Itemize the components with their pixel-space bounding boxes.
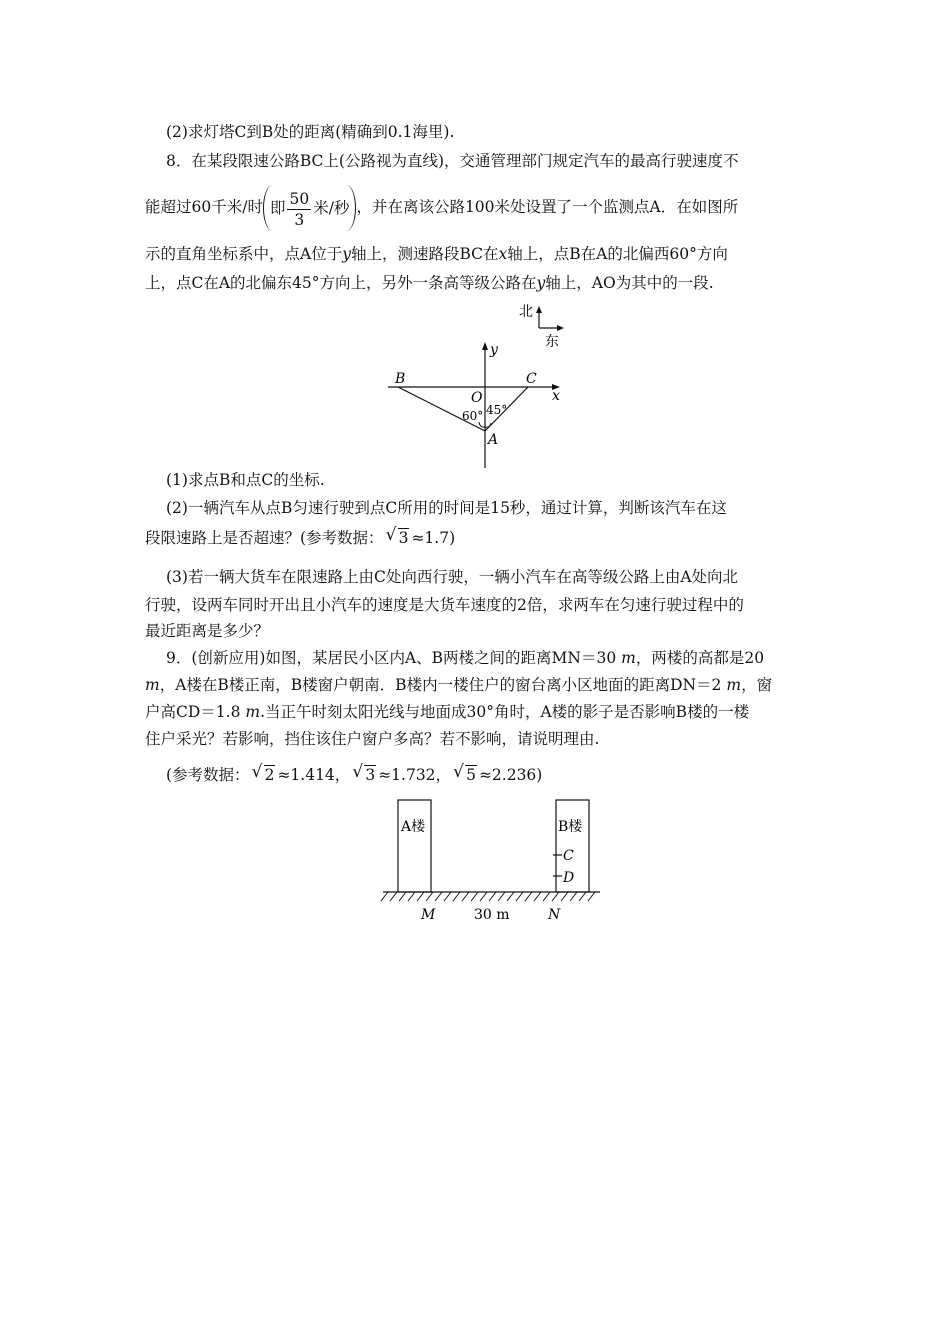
building-b-label: B楼 xyxy=(558,819,583,835)
q9-line4: 住户采光？若影响，挡住该住户窗户多高？若不影响，请说明理由. xyxy=(145,730,600,748)
point-c-label: C xyxy=(563,848,574,864)
q8-part2-line1: (2)一辆汽车从点B匀速行驶到点C所用的时间是15秒，通过计算，判断该汽车在这 xyxy=(166,499,727,517)
hatch-stroke xyxy=(498,892,505,901)
hatch-stroke xyxy=(561,892,568,901)
hatch-stroke xyxy=(471,892,478,901)
compass-east-label: 东 xyxy=(545,334,559,350)
sqrt-3: √ 3 xyxy=(385,525,409,547)
angle-45-label: 45° xyxy=(486,403,508,417)
point-o-label: O xyxy=(471,390,483,406)
building-a xyxy=(398,800,431,892)
compass-east-arrowhead xyxy=(557,325,564,331)
hatch-stroke xyxy=(435,892,442,901)
sqrt-2: √ 2 xyxy=(251,762,275,784)
q8-line1: 8．在某段限速公路BC上(公路视为直线)，交通管理部门规定汽车的最高行驶速度不 xyxy=(166,152,739,170)
hatch-stroke xyxy=(408,892,415,901)
hatch-stroke xyxy=(444,892,451,901)
speed-parenthesis: 即 $\frac{50}{3}$ 米/秒 xyxy=(263,185,356,231)
point-d-label: D xyxy=(563,870,575,886)
sqrt-3-ref: √ 3 xyxy=(352,762,376,784)
building-a-label: A楼 xyxy=(401,819,426,835)
hatch-stroke xyxy=(579,892,586,901)
hatch-stroke xyxy=(570,892,577,901)
hatch-stroke xyxy=(462,892,469,901)
hatch-stroke xyxy=(534,892,541,901)
hatch-stroke xyxy=(588,892,595,901)
hatch-stroke xyxy=(516,892,523,901)
point-c-label: C xyxy=(526,371,537,387)
compass-north-label: 北 xyxy=(519,304,533,320)
point-a-label: A xyxy=(488,432,499,448)
y-axis-arrowhead xyxy=(482,342,488,350)
hatch-stroke xyxy=(381,892,388,901)
x-axis-label: x xyxy=(552,388,560,404)
y-axis-label: y xyxy=(490,342,498,358)
q9-line3: 户高CD＝1.8 m.当正午时刻太阳光线与地面成30°角时，A楼的影子是否影响B楼的一楼 xyxy=(145,703,750,721)
hatch-stroke xyxy=(543,892,550,901)
q8-part2-line2: 段限速路上是否超速？(参考数据： √ 3 ≈1.7) xyxy=(145,525,456,547)
point-n-label: N xyxy=(548,907,561,923)
speed-fraction: $\frac{50}{3}$ xyxy=(289,189,310,229)
q8-line4: 上，点C在A的北偏东45°方向上，另外一条高等级公路在y轴上，AO为其中的一段. xyxy=(145,274,714,292)
hatch-stroke xyxy=(417,892,424,901)
q7-part2: (2)求灯塔C到B处的距离(精确到0.1海里). xyxy=(166,123,455,141)
hatch-stroke xyxy=(480,892,487,901)
q9-buildings-figure xyxy=(378,795,608,930)
hatch-stroke xyxy=(525,892,532,901)
q9-line2: m，A楼在B楼正南，B楼窗户朝南．B楼内一楼住户的窗台离小区地面的距离DN＝2 m，窗 xyxy=(145,676,773,694)
distance-label: 30 m xyxy=(474,907,510,923)
q8-line2: 能超过60千米/时 即 $\frac{50}{3}$ 米/秒 ，并在离该公路100米处设置了一个监测点A．在如图所 xyxy=(145,182,810,232)
q9-reference: (参考数据： √ 2 ≈1.414， √ 3 ≈1.732， √ 5 ≈2.236) xyxy=(166,762,543,784)
hatch-stroke xyxy=(552,892,559,901)
q8-part3-line3: 最近距离是多少？ xyxy=(145,622,270,640)
q8-line3: 示的直角坐标系中，点A位于y轴上，测速路段BC在x轴上，点B在A的北偏西60°方向 xyxy=(145,245,728,263)
ground-hatching xyxy=(381,892,595,901)
q8-coordinate-figure xyxy=(380,296,580,471)
hatch-stroke xyxy=(390,892,397,901)
point-b-label: B xyxy=(395,371,406,387)
hatch-stroke xyxy=(399,892,406,901)
hatch-stroke xyxy=(426,892,433,901)
hatch-stroke xyxy=(507,892,514,901)
q8-part1: (1)求点B和点C的坐标. xyxy=(166,471,325,489)
compass-north-arrowhead xyxy=(536,306,542,313)
angle-60-label: 60° xyxy=(462,409,484,423)
hatch-stroke xyxy=(453,892,460,901)
q9-line1: 9．(创新应用)如图，某居民小区内A、B两楼之间的距离MN＝30 m，两楼的高都是20 xyxy=(166,649,765,667)
q8-part3-line2: 行驶，设两车同时开出且小汽车的速度是大货车速度的2倍，求两车在匀速行驶过程中的 xyxy=(145,596,744,614)
sqrt-5: √ 5 xyxy=(453,762,476,784)
point-m-label: M xyxy=(421,907,436,923)
hatch-stroke xyxy=(489,892,496,901)
q8-part3-line1: (3)若一辆大货车在限速路上由C处向西行驶，一辆小汽车在高等级公路上由A处向北 xyxy=(166,568,739,586)
